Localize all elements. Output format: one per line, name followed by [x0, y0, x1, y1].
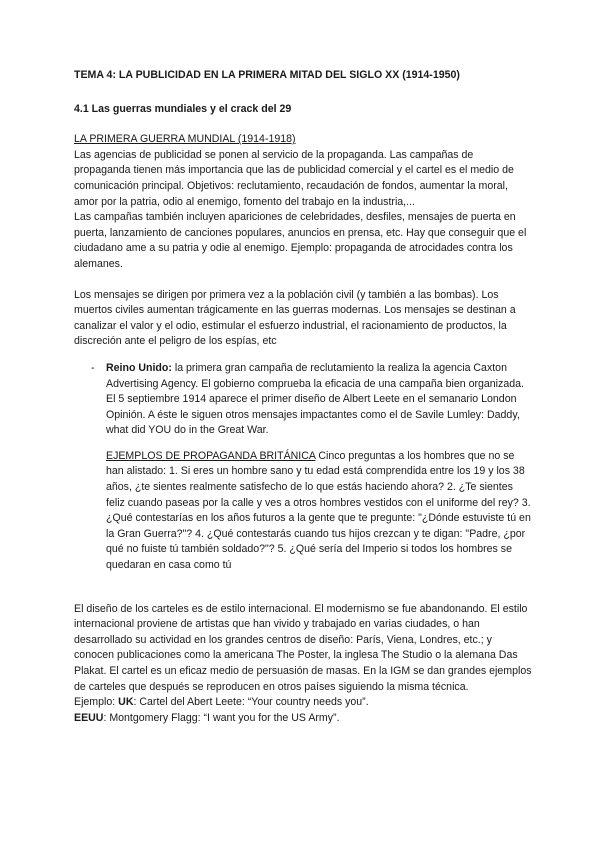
example-prefix: Ejemplo: — [74, 696, 119, 709]
ww1-paragraph-1: Las agencias de publicidad se ponen al servicio de la propaganda. Las campañas de propaganda tienen más importancia que las de publicidad comercial y el cartel es el medio de comunicación principal. Objetivos: reclutamiento, recaudación de fondos, aumentar la moral, amor por la patria, odio al enemigo, fomento del trabajo en la industria,... — [74, 148, 514, 208]
example-us-text: : Montgomery Flagg: “I want you for the US Army”. — [103, 711, 340, 724]
example-uk-line — [74, 695, 532, 711]
examples-heading: EJEMPLOS DE PROPAGANDA BRITÁNICA — [106, 449, 316, 462]
list-item — [74, 361, 532, 439]
examples-block — [74, 449, 532, 574]
document-title: TEMA 4: LA PUBLICIDAD EN LA PRIMERA MITAD DEL SIGLO XX (1914-1950) — [74, 69, 460, 81]
section-subtitle: 4.1 Las guerras mundiales y el crack del 29 — [74, 102, 292, 115]
country-list — [74, 361, 532, 439]
document-page — [74, 68, 532, 726]
ww1-heading: LA PRIMERA GUERRA MUNDIAL (1914-1918) — [74, 133, 296, 146]
bullet-dash: - — [91, 361, 95, 374]
ww1-paragraph-2: Las campañas también incluyen apariciones de celebridades, desfiles, mensajes de puerta en puerta, lanzamiento de canciones populares, anuncios en prensa, etc. Hay que conseguir que el ciudadano ame a su patria y odie al enemigo. Ejemplo: propaganda de atrocidades contra los alemanes. — [74, 211, 527, 270]
example-us-line — [74, 711, 532, 727]
list-item-text: la primera gran campaña de reclutamiento la realiza la agencia Caxton Advertising Agency. El gobierno comprueba la eficacia de una campaña bien organizada. El 5 septiembre 1914 aparece el primer diseño de Albert Leete en el semanario London Opinión. A éste le siguen otros mensajes impactantes como el de Savile Lumley: Daddy, what did YOU do in the Great War. — [106, 361, 524, 437]
example-uk-text: : Cartel del Abert Leete: “Your country needs you”. — [133, 696, 369, 709]
example-uk-label: UK — [118, 696, 134, 709]
examples-text: Cinco preguntas a los hombres que no se han alistado: 1. Si eres un hombre sano y tu edad está comprendida entre los 19 y los 38 años, ¿te sientes realmente satisfecho de lo que estás haciendo ahora? 2. ¿Te sientes feliz cuando paseas por la calle y ves a otros hombres vestidos con el uniforme del rey? 3. ¿Qué contestarías en los años futuros a la gente que te pregunte: "¿Dónde estuviste tú en la Gran Guerra?"? 4. ¿Qué contestarás cuando tus hijos crezcan y te digan: "Padre, ¿por qué no fuiste tú también soldado?"? 5. ¿Qué sería del Imperio si todos los hombres se quedaran en casa como tú — [106, 449, 531, 572]
design-paragraph: El diseño de los carteles es de estilo internacional. El modernismo se fue abandonando. El estilo internacional proviene de artistas que han vivido y trabajado en varias ciudades, o han desarrollado su actividad en los grandes centros de diseño: París, Viena, Londres, etc.; y conocen publicaciones como la americana The Poster, la inglesa The Studio o la alemana Das Plakat. El cartel es un eficaz medio de persuasión de masas. En la IGM se dan grandes ejemplos de carteles que después se reproducen en otros países siguiendo la misma técnica. — [74, 602, 532, 693]
ww1-paragraph-3: Los mensajes se dirigen por primera vez a la población civil (y también a las bombas). Los muertos civiles aumentan trágicamente en las guerras modernas. Los mensajes se destinan a canalizar el valor y el odio, estimular el esfuerzo industrial, el racionamiento de productos, la discreción ante el peligro de los espías, etc — [74, 288, 516, 348]
list-item-label: Reino Unido: — [106, 361, 172, 374]
paragraph-gap — [74, 273, 532, 288]
section-gap — [74, 574, 532, 602]
example-us-label: EEUU — [74, 711, 104, 724]
